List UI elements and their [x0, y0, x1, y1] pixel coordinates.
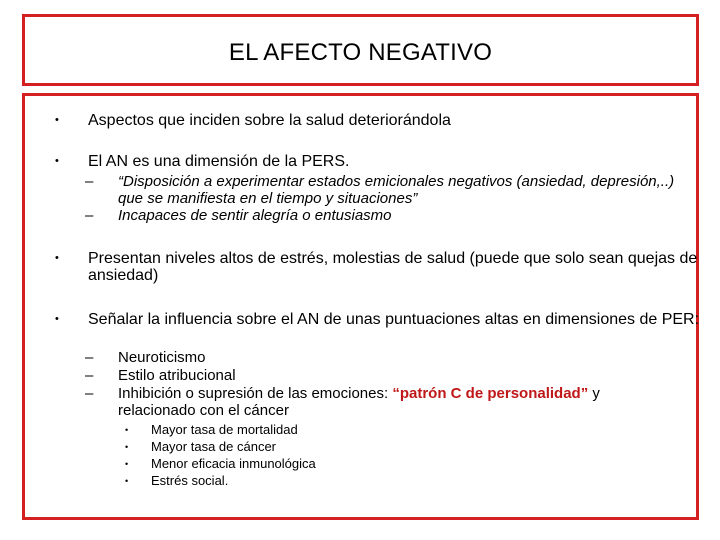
third-level-text: Mayor tasa de cáncer: [151, 439, 277, 454]
bullet-marker: •: [125, 459, 129, 469]
highlight-text: “patrón C de personalidad”: [392, 385, 589, 402]
dash-marker: –: [85, 385, 94, 402]
sub-bullet-text: Incapaces de sentir alegría o entusiasmo: [118, 207, 392, 224]
content-frame: [22, 93, 699, 520]
bullet-text: Señalar la influencia sobre el AN de unas puntuaciones altas en dimensiones de PER:: [88, 311, 700, 328]
sub-bullet-text: “Disposición a experimentar estados emicionales negativos (ansiedad, depresión,..) que se manifiesta en el tiempo y situaciones”: [118, 173, 675, 207]
bullet-marker: •: [125, 442, 129, 452]
title-frame: [22, 14, 699, 86]
bullet-marker: •: [125, 425, 129, 435]
bullet-text: Aspectos que inciden sobre la salud deteriorándola: [88, 112, 451, 129]
slide-title: EL AFECTO NEGATIVO: [228, 39, 493, 66]
third-level-text: Estrés social.: [151, 473, 229, 488]
sub-bullet-text: Neuroticismo: [118, 349, 206, 366]
bullet-marker: •: [55, 252, 59, 264]
sub-bullet-text: [118, 385, 678, 419]
sub-bullet-text: Estilo atribucional: [118, 367, 236, 384]
bullet-text: Presentan niveles altos de estrés, molestias de salud (puede que solo sean quejas de ansiedad): [88, 250, 698, 284]
bullet-text: El AN es una dimensión de la PERS.: [88, 153, 350, 170]
third-level-text: Menor eficacia inmunológica: [151, 456, 316, 471]
bullet-marker: •: [55, 313, 59, 325]
bullet-marker: •: [125, 476, 129, 486]
dash-marker: –: [85, 207, 94, 224]
text-after: y relacionado con el cáncer: [118, 385, 600, 419]
dash-marker: –: [85, 349, 94, 366]
dash-marker: –: [85, 173, 94, 190]
third-level-text: Mayor tasa de mortalidad: [151, 422, 298, 437]
dash-marker: –: [85, 367, 94, 384]
bullet-marker: •: [55, 155, 59, 167]
bullet-marker: •: [55, 114, 59, 126]
text-before: Inhibición o supresión de las emociones:: [118, 385, 393, 402]
